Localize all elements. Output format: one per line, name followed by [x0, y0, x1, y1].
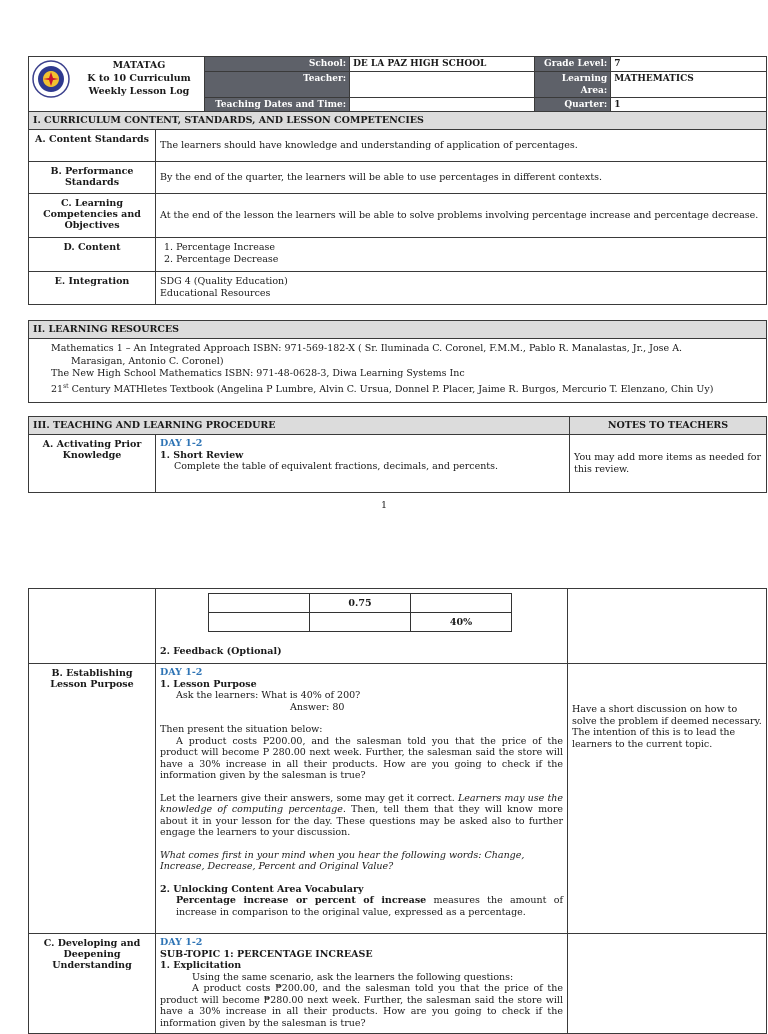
resource-1-cont: Marasigan, Antonio C. Coronel): [71, 355, 224, 367]
dates-label: Teaching Dates and Time:: [204, 98, 349, 113]
learning-area-value: MATHEMATICS: [611, 72, 767, 98]
review-cell: [209, 613, 310, 632]
section2-table: [28, 320, 767, 403]
day-label: DAY 1-2: [160, 438, 203, 449]
discussion-text: Let the learners give their answers, some may get it correct. Learners may use the knowledge of computing percentage. Then, tell them that they will know more about it in your lesson for the day. These questions may be asked also to further engage the learners to your discussion.: [160, 792, 563, 838]
section1-title: I. CURRICULUM CONTENT, STANDARDS, AND LESSON COMPETENCIES: [29, 112, 767, 130]
competencies-label: C. Learning Competencies and Objectives: [29, 194, 156, 238]
integration-line-2: Educational Resources: [160, 288, 271, 299]
activating-label: A. Activating Prior Knowledge: [29, 435, 156, 493]
integration-text: [156, 272, 767, 305]
short-review-title: 1. Short Review: [160, 449, 244, 461]
quarter-value: 1: [611, 98, 767, 113]
content-item-1: 1. Percentage Increase: [164, 242, 275, 253]
activating-note: You may add more items as needed for this review.: [570, 435, 767, 493]
logo-line-3: Weekly Lesson Log: [88, 86, 190, 97]
resources-list: [29, 339, 767, 403]
integration-line-1: SDG 4 (Quality Education): [160, 276, 288, 287]
review-table-cell: [156, 589, 568, 664]
page2-table: [28, 588, 767, 1034]
situation-text: A product costs P200.00, and the salesman told you that the price of the product will become P 280.00 next week. Further, the salesman said the store will have a 30% increase in all their products. How are you going to check if the information given by the salesman is true?: [160, 735, 563, 781]
short-review-text: Complete the table of equivalent fractions, decimals, and percents.: [174, 461, 499, 472]
deped-seal-icon: [32, 60, 70, 98]
explicitation-title: 1. Explicitation: [160, 960, 242, 971]
situation-intro: Then present the situation below:: [160, 724, 323, 735]
logo-line-2: K to 10 Curriculum: [87, 73, 191, 84]
grade-level-label: Grade Level:: [534, 57, 611, 72]
performance-standards-label: B. Performance Standards: [29, 162, 156, 194]
day-label: DAY 1-2: [160, 667, 203, 678]
content-item-2: 2. Percentage Decrease: [164, 254, 279, 265]
header-table: [28, 56, 767, 113]
section1-table: [28, 111, 767, 305]
performance-standards-text: By the end of the quarter, the learners will be able to use percentages in different contexts.: [156, 162, 767, 194]
explicitation-instruction: Using the same scenario, ask the learners the following questions:: [192, 971, 514, 983]
section3-table: [28, 416, 767, 493]
lesson-purpose-content: [156, 664, 568, 934]
review-cell: [310, 613, 411, 632]
review-cell: [209, 594, 310, 613]
content-label: D. Content: [29, 238, 156, 272]
logo-line-1: MATATAG: [112, 60, 166, 71]
developing-content: [156, 934, 568, 1034]
resource-2: The New High School Mathematics ISBN: 971-48-0628-3, Diwa Learning Systems Inc: [51, 368, 465, 379]
school-label: School:: [204, 57, 349, 72]
review-cell: 40%: [411, 613, 512, 632]
competencies-text: At the end of the lesson the learners will be able to solve problems involving percentage increase and percentage decrease.: [156, 194, 767, 238]
school-value: DE LA PAZ HIGH SCHOOL: [350, 57, 535, 72]
guide-question: What comes first in your mind when you hear the following words: Change, Increase, Decrease, Percent and Original Value?: [160, 849, 525, 872]
teacher-value: [350, 72, 535, 98]
empty-label-cell: [29, 589, 156, 664]
developing-label: C. Developing and Deepening Understanding: [29, 934, 156, 1034]
lesson-purpose-answer: Answer: 80: [290, 701, 345, 713]
vocabulary-title: 2. Unlocking Content Area Vocabulary: [160, 883, 364, 895]
feedback-title: 2. Feedback (Optional): [160, 646, 282, 657]
empty-note-cell: [568, 589, 767, 664]
resource-1: Mathematics 1 – An Integrated Approach ISBN: 971-569-182-X ( Sr. Iluminada C. Coronel, F.M.M., Pablo R. Manalastas, Jr., Jose A.: [51, 343, 683, 354]
section3-title: III. TEACHING AND LEARNING PROCEDURE: [29, 417, 570, 435]
quarter-label: Quarter:: [534, 98, 611, 113]
lesson-purpose-note: Have a short discussion on how to solve the problem if deemed necessary. The intention of this is to lead the learners to the current topic.: [568, 664, 767, 934]
content-standards-text: The learners should have knowledge and understanding of application of percentages.: [156, 130, 767, 162]
activating-content: [156, 435, 570, 493]
empty-note-cell: [568, 934, 767, 1034]
vocabulary-definition: Percentage increase or percent of increase measures the amount of increase in comparison to the original value, expressed as a percentage.: [176, 895, 563, 918]
learning-area-label: Learning Area:: [534, 72, 611, 98]
teacher-label: Teacher:: [204, 72, 349, 98]
notes-title: NOTES TO TEACHERS: [570, 417, 767, 435]
content-list: [156, 238, 767, 272]
grade-level-value: 7: [611, 57, 767, 72]
day-label: DAY 1-2: [160, 937, 203, 948]
explicitation-situation: A product costs ₱200.00, and the salesman told you that the price of the product will become ₱280.00 next week. Further, the salesman said the store will have a 30% increase in all their products. How are you going to check if the information given by the salesman is true?: [160, 983, 563, 1029]
lesson-purpose-title: 1. Lesson Purpose: [160, 678, 257, 690]
section2-title: II. LEARNING RESOURCES: [29, 321, 767, 339]
lesson-purpose-label: B. Establishing Lesson Purpose: [29, 664, 156, 934]
resource-3: 21st Century MATHletes Textbook (Angelina P Lumbre, Alvin C. Ursua, Donnel P. Placer, Jaime R. Burgos, Mercurio T. Elenzano, Chin Uy): [51, 382, 714, 395]
lesson-purpose-question: Ask the learners: What is 40% of 200?: [176, 690, 361, 701]
review-cell: 0.75: [310, 594, 411, 613]
subtopic-title: SUB-TOPIC 1: PERCENTAGE INCREASE: [160, 948, 373, 960]
review-cell: [411, 594, 512, 613]
review-table: [208, 593, 512, 632]
content-standards-label: A. Content Standards: [29, 130, 156, 162]
logo-cell: [29, 57, 205, 113]
page-number: 1: [381, 500, 388, 511]
integration-label: E. Integration: [29, 272, 156, 305]
